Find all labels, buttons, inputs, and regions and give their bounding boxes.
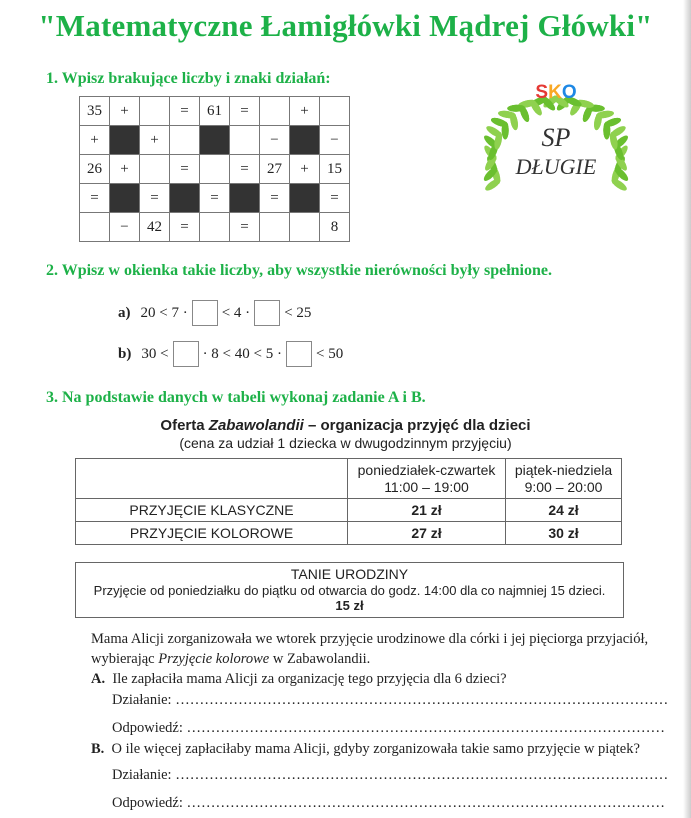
svg-text:SP: SP [541, 123, 571, 152]
answer-box[interactable] [192, 300, 218, 326]
svg-text:SKO: SKO [535, 82, 577, 103]
grid-cell: 15 [320, 155, 350, 184]
grid-cell-empty[interactable] [290, 213, 320, 242]
grid-cell: 26 [80, 155, 110, 184]
grid-cell-empty[interactable] [260, 97, 290, 126]
grid-cell-black [200, 126, 230, 155]
inequality-a [118, 300, 311, 326]
grid-cell: = [230, 155, 260, 184]
table-row [76, 522, 622, 545]
grid-cell: + [290, 155, 320, 184]
cheap-birthday-title: TANIE URODZINY [290, 566, 409, 582]
grid-cell-black [290, 126, 320, 155]
inequality-text: · 8 < 40 < 5 · [202, 345, 282, 362]
inequality-b [118, 341, 343, 367]
task-b-answer-line[interactable]: Odpowiedź: ……………………………………………………………………………………… [112, 795, 665, 811]
grid-cell: 42 [140, 213, 170, 242]
grid-cell-empty[interactable] [200, 155, 230, 184]
offer-title-em: Zabawolandii [208, 417, 304, 434]
grid-cell: − [260, 126, 290, 155]
grid-cell-black [170, 184, 200, 213]
story-text: wybierając [91, 651, 159, 667]
story-text: w Zabawolandii. [269, 651, 371, 667]
grid-cell-black [110, 126, 140, 155]
table-row [76, 499, 622, 522]
offer-title-text: – organizacja przyjęć dla dzieci [303, 417, 531, 434]
grid-cell-empty[interactable] [230, 126, 260, 155]
cheap-birthday-text: Przyjęcie od poniedziałku do piątku od otwarcia do godz. 14:00 dla co najmniej 15 dzieci. [93, 583, 606, 598]
grid-cell: 61 [200, 97, 230, 126]
task-b [91, 741, 640, 758]
cheap-birthday-box [75, 562, 624, 618]
row-label: PRZYJĘCIE KOLOROWE [76, 522, 348, 545]
cheap-birthday-price: 15 zł [335, 598, 364, 613]
grid-cell: = [230, 97, 260, 126]
grid-cell-empty[interactable] [140, 155, 170, 184]
grid-cell: + [110, 97, 140, 126]
grid-cell: + [110, 155, 140, 184]
laurel-leaf [502, 121, 509, 139]
grid-cell: = [170, 97, 200, 126]
grid-cell: = [230, 213, 260, 242]
grid-cell: = [320, 184, 350, 213]
grid-row [80, 155, 350, 184]
grid-cell-empty[interactable] [320, 97, 350, 126]
svg-text:DŁUGIE: DŁUGIE [515, 154, 597, 179]
grid-cell-empty[interactable] [140, 97, 170, 126]
offer-title [0, 417, 691, 434]
task-a [91, 671, 507, 688]
inequality-text: < 4 · [221, 304, 251, 321]
grid-cell: 35 [80, 97, 110, 126]
grid-cell: = [80, 184, 110, 213]
grid-cell: 8 [320, 213, 350, 242]
grid-cell-empty[interactable] [80, 213, 110, 242]
inequality-text: < 25 [284, 304, 312, 321]
inequality-text: 20 < 7 · [140, 304, 188, 321]
grid-cell-black [110, 184, 140, 213]
price-cell: 27 zł [348, 522, 506, 545]
grid-cell: = [170, 213, 200, 242]
story-line-1: Mama Alicji zorganizowała we wtorek przyjęcie urodzinowe dla córki i jej pięciorga przyjaciół, [91, 631, 649, 647]
story-line-2 [91, 651, 370, 668]
grid-cell-black [230, 184, 260, 213]
answer-box[interactable] [286, 341, 312, 367]
col-header-weekend: piątek-niedziela 9:00 – 20:00 [506, 459, 622, 499]
question-2-heading: 2. Wpisz w okienka takie liczby, aby wszystkie nierówności były spełnione. [46, 262, 552, 279]
grid-cell-empty[interactable] [170, 126, 200, 155]
task-question: Ile zapłaciła mama Alicji za organizację tego przyjęcia dla 6 dzieci? [112, 671, 507, 687]
question-3-heading: 3. Na podstawie danych w tabeli wykonaj zadanie A i B. [46, 389, 426, 406]
grid-row [80, 97, 350, 126]
grid-cell: = [170, 155, 200, 184]
grid-row [80, 126, 350, 155]
task-a-calc-line[interactable]: Działanie: ………………………………………………………………………………………… [112, 692, 669, 708]
grid-cell: + [140, 126, 170, 155]
grid-cell: + [80, 126, 110, 155]
page-edge-shadow [683, 0, 691, 818]
task-label: A. [91, 671, 106, 687]
question-1-heading: 1. Wpisz brakujące liczby i znaki działań: [46, 70, 331, 87]
page-title: "Matematyczne Łamigłówki Mądrej Główki" [38, 8, 653, 43]
task-label: B. [91, 741, 105, 757]
inequality-text: < 50 [315, 345, 344, 362]
price-cell: 21 zł [348, 499, 506, 522]
grid-cell: − [110, 213, 140, 242]
inequality-label: a) [118, 304, 131, 321]
task-a-answer-line[interactable]: Odpowiedź: ……………………………………………………………………………………… [112, 720, 665, 736]
answer-box[interactable] [254, 300, 280, 326]
grid-cell: 27 [260, 155, 290, 184]
sko-sp-dlugie-logo [466, 78, 646, 238]
grid-cell: = [200, 184, 230, 213]
grid-cell-empty[interactable] [200, 213, 230, 242]
grid-cell: = [140, 184, 170, 213]
price-cell: 24 zł [506, 499, 622, 522]
puzzle-grid [79, 96, 350, 242]
row-label: PRZYJĘCIE KLASYCZNE [76, 499, 348, 522]
inequality-label: b) [118, 345, 132, 362]
grid-cell: − [320, 126, 350, 155]
grid-cell: + [290, 97, 320, 126]
inequality-text: 30 < [141, 345, 169, 362]
grid-row [80, 184, 350, 213]
story-text-em: Przyjęcie kolorowe [158, 651, 270, 667]
grid-cell: = [260, 184, 290, 213]
price-cell: 30 zł [506, 522, 622, 545]
answer-box[interactable] [173, 341, 199, 367]
grid-row [80, 213, 350, 242]
task-b-calc-line[interactable]: Działanie: ………………………………………………………………………………………… [112, 767, 669, 783]
offer-title-text: Oferta [160, 417, 209, 434]
grid-cell-black [290, 184, 320, 213]
grid-cell-empty[interactable] [260, 213, 290, 242]
task-question: O ile więcej zapłaciłaby mama Alicji, gdyby zorganizowała takie samo przyjęcie w piątek? [111, 741, 640, 757]
offer-subtitle: (cena za udział 1 dziecka w dwugodzinnym przyjęciu) [179, 435, 512, 451]
col-header-weekday: poniedziałek-czwartek 11:00 – 19:00 [348, 459, 506, 499]
price-table [75, 458, 622, 545]
